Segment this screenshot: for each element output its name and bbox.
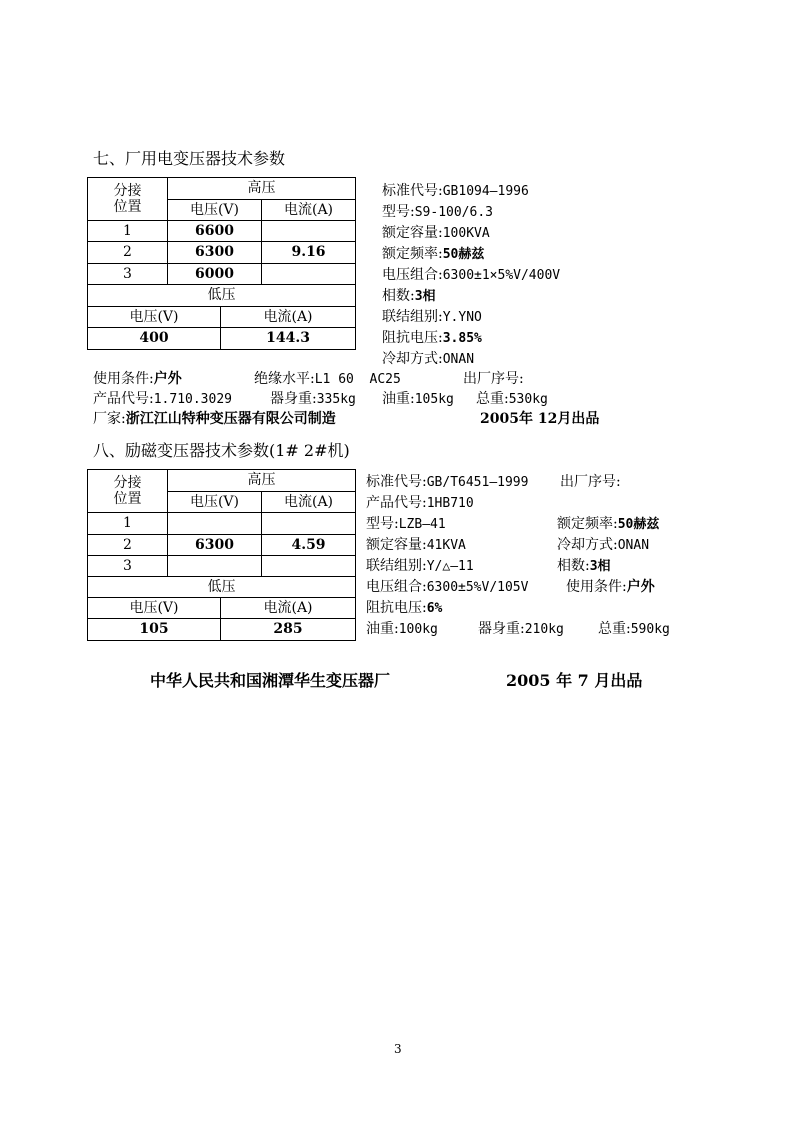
spec-value: ONAN	[442, 352, 475, 367]
current-cell	[262, 513, 356, 535]
spec-value: 1HB710	[426, 496, 474, 511]
spec-value: LZB—41	[398, 517, 446, 532]
current-cell	[262, 221, 356, 242]
use-condition-label: 使用条件:	[93, 371, 154, 387]
spec-label: 总重:	[598, 621, 631, 637]
spec-impedance	[382, 327, 482, 347]
spec-connection-group	[382, 306, 482, 326]
spec-label: 标准代号:	[382, 183, 443, 199]
spec-label: 相数:	[382, 288, 415, 304]
manufacturer	[93, 408, 336, 428]
low-voltage-col-header: 电压(V)	[88, 598, 221, 619]
voltage-cell: 6600	[168, 221, 262, 242]
current-cell	[262, 264, 356, 285]
spec-capacity	[366, 534, 466, 554]
insulation-label: 绝缘水平:	[254, 371, 315, 387]
spec-label: 联结组别:	[382, 309, 443, 325]
product-code	[93, 388, 232, 408]
spec-value: 6300±1×5%V/400V	[442, 268, 561, 283]
low-voltage-value: 400	[88, 328, 221, 350]
spec-value: ONAN	[617, 538, 650, 553]
spec-value: Y.YNO	[442, 310, 482, 325]
spec-value: 210kg	[524, 622, 564, 637]
low-current-value: 285	[221, 619, 356, 641]
spec-value: 100KVA	[442, 226, 490, 241]
current-cell: 4.59	[262, 535, 356, 556]
product-code-label: 产品代号:	[93, 391, 154, 407]
tap-cell: 2	[88, 535, 168, 556]
spec-value: 3相	[414, 289, 436, 304]
spec-use-condition	[566, 576, 655, 596]
total-weight	[476, 388, 548, 408]
spec-value: 6300±5%V/105V	[426, 580, 529, 595]
spec-value: 6%	[426, 601, 443, 616]
spec-label: 电压组合:	[366, 579, 427, 595]
voltage-cell: 6300	[168, 242, 262, 264]
spec-model	[366, 513, 446, 533]
footer-date: 2005 年 7 月出品	[506, 671, 643, 690]
spec-model	[382, 201, 493, 221]
page-number: 3	[394, 1042, 402, 1056]
spec-serial	[560, 471, 621, 491]
oil-weight-label: 油重:	[382, 391, 415, 407]
tap-position-header: 分接 位置	[88, 470, 168, 513]
body-weight	[270, 388, 356, 408]
spec-phase	[557, 555, 611, 575]
oil-weight-value: 105kg	[414, 392, 454, 407]
spec-label: 阻抗电压:	[382, 330, 443, 346]
low-voltage-header: 低压	[88, 285, 356, 307]
spec-label: 油重:	[366, 621, 399, 637]
spec-label: 额定频率:	[382, 246, 443, 262]
tap-cell: 3	[88, 264, 168, 285]
spec-label: 额定容量:	[382, 225, 443, 241]
spec-product-code	[366, 492, 474, 512]
total-weight-value: 530kg	[508, 392, 548, 407]
spec-label: 额定频率:	[557, 516, 618, 532]
spec-value: 100kg	[398, 622, 438, 637]
low-voltage-header: 低压	[88, 577, 356, 598]
voltage-header: 电压(V)	[168, 492, 262, 513]
voltage-cell	[168, 556, 262, 577]
manufacture-date: 2005年 12月出品	[480, 411, 600, 427]
spec-value: S9-100/6.3	[414, 205, 493, 220]
section7-title: 七、厂用电变压器技术参数	[93, 149, 286, 168]
voltage-cell: 6300	[168, 535, 262, 556]
section7-table	[87, 177, 356, 350]
spec-value: 590kg	[630, 622, 670, 637]
spec-standard	[366, 471, 528, 491]
spec-label: 联结组别:	[366, 558, 427, 574]
spec-voltage-combo	[366, 576, 528, 596]
current-header: 电流(A)	[262, 200, 356, 221]
section8-title: 八、励磁变压器技术参数(1# 2#机)	[93, 441, 350, 460]
spec-value: GB/T6451—1999	[426, 475, 529, 490]
low-current-col-header: 电流(A)	[221, 598, 356, 619]
product-code-value: 1.710.3029	[153, 392, 232, 407]
spec-capacity	[382, 222, 490, 242]
spec-label: 型号:	[382, 204, 415, 220]
spec-label: 阻抗电压:	[366, 600, 427, 616]
spec-label: 产品代号:	[366, 495, 427, 511]
voltage-cell	[168, 513, 262, 535]
spec-body-weight	[478, 618, 564, 638]
current-cell	[262, 556, 356, 577]
spec-value: Y/△—11	[426, 559, 474, 574]
spec-value: 户外	[626, 579, 655, 595]
spec-label: 出厂序号:	[560, 474, 621, 490]
tap-cell: 3	[88, 556, 168, 577]
voltage-header: 电压(V)	[168, 200, 262, 221]
body-weight-value: 335kg	[316, 392, 356, 407]
spec-value: 3.85%	[442, 331, 482, 346]
spec-cooling	[382, 348, 474, 368]
low-voltage-value: 105	[88, 619, 221, 641]
tap-cell: 2	[88, 242, 168, 264]
spec-label: 冷却方式:	[382, 351, 443, 367]
spec-label: 相数:	[557, 558, 590, 574]
spec-phase	[382, 285, 436, 305]
spec-label: 器身重:	[478, 621, 525, 637]
low-current-col-header: 电流(A)	[221, 307, 356, 328]
insulation-level	[254, 368, 401, 388]
manufacturer-label: 厂家:	[93, 411, 126, 427]
spec-label: 型号:	[366, 516, 399, 532]
spec-value: GB1094—1996	[442, 184, 529, 199]
spec-connection-group	[366, 555, 474, 575]
spec-frequency	[557, 513, 659, 533]
spec-label: 标准代号:	[366, 474, 427, 490]
spec-value: 50赫兹	[442, 247, 485, 262]
tap-position-header: 分接 位置	[88, 178, 168, 221]
spec-label: 电压组合:	[382, 267, 443, 283]
tap-cell: 1	[88, 513, 168, 535]
spec-oil-weight	[366, 618, 438, 638]
serial-number	[463, 368, 524, 388]
use-condition-value: 户外	[153, 371, 182, 387]
voltage-cell: 6000	[168, 264, 262, 285]
spec-label: 额定容量:	[366, 537, 427, 553]
spec-value: 41KVA	[426, 538, 466, 553]
tap-cell: 1	[88, 221, 168, 242]
body-weight-label: 器身重:	[270, 391, 317, 407]
spec-label: 使用条件:	[566, 579, 627, 595]
section8-table	[87, 469, 356, 641]
current-header: 电流(A)	[262, 492, 356, 513]
spec-voltage-combo	[382, 264, 560, 284]
spec-total-weight	[598, 618, 670, 638]
spec-cooling	[557, 534, 649, 554]
current-cell: 9.16	[262, 242, 356, 264]
spec-impedance	[366, 597, 442, 617]
use-condition	[93, 368, 182, 388]
low-voltage-col-header: 电压(V)	[88, 307, 221, 328]
footer-maker: 中华人民共和国湘潭华生变压器厂	[150, 671, 391, 690]
manufacturer-value: 浙江江山特种变压器有限公司制造	[125, 411, 336, 427]
high-voltage-header: 高压	[168, 178, 356, 200]
spec-value: 3相	[589, 559, 611, 574]
low-current-value: 144.3	[221, 328, 356, 350]
serial-label: 出厂序号:	[463, 371, 524, 387]
total-weight-label: 总重:	[476, 391, 509, 407]
insulation-value: L1 60 AC25	[314, 372, 401, 387]
spec-standard	[382, 180, 529, 200]
spec-label: 冷却方式:	[557, 537, 618, 553]
spec-value: 50赫兹	[617, 517, 660, 532]
oil-weight	[382, 388, 454, 408]
spec-frequency	[382, 243, 484, 263]
high-voltage-header: 高压	[168, 470, 356, 492]
